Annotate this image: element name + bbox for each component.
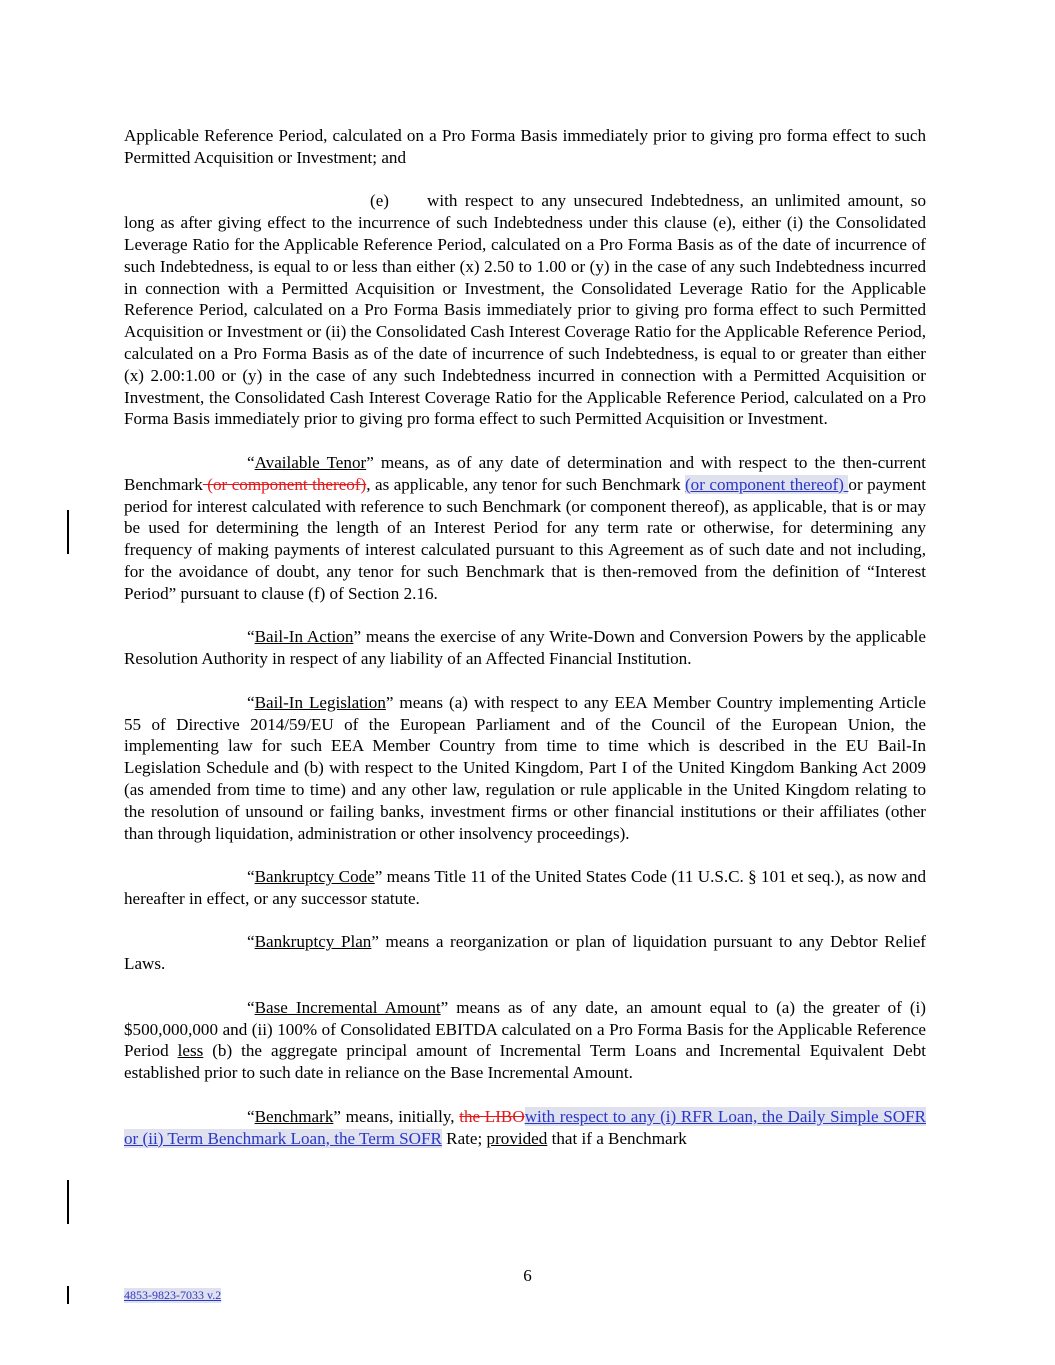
definition-bankruptcy-plan: “Bankruptcy Plan” means a reorganization or plan of liquidation pursuant to any Debtor Relief Laws. [124,932,926,974]
inserted-text: (or component thereof) [684,474,849,494]
definition-available-tenor: “Available Tenor” means, as of any date of determination and with respect to the then-current Benchmark (or component thereof), as applicable, any tenor for such Benchmark (or component thereof) or payment period for interest calculated with reference to such Benchmark (or component thereof), as applicable, that is or may be used for determining the length of an Interest Period for any term rate or otherwise, for determining any frequency of making payments of interest calculated pursuant to this Agreement as of such date and not including, for the avoidance of doubt, any tenor for such Benchmark that is then-removed from the definition of “Interest Period” pursuant to clause (f) of Section 2.16. [124,452,927,603]
defined-term: Available Tenor [254,452,367,472]
clause-number: (e) [370,191,389,211]
paragraph-continuation: Applicable Reference Period, calculated on a Pro Forma Basis immediately prior to giving pro forma effect to such Permitted Acquisition or Investment; and [124,126,926,167]
defined-term: Bankruptcy Code [254,867,375,887]
definition-base-incremental-amount: “Base Incremental Amount” means as of any date, an amount equal to (a) the greater of (i) $500,000,000 and (ii) 100% of Consolidated EBITDA calculated on a Pro Forma Basis for the Applicable Reference Period less (b) the aggregate principal amount of Incremental Term Loans and Incremental Equivalent Debt established prior to such date in reliance on the Base Incremental Amount. [124,997,926,1083]
deleted-text: (or component thereof) [202,474,367,494]
change-bar-footer [67,1286,69,1304]
definition-bail-in-action: “Bail-In Action” means the exercise of any Write-Down and Conversion Powers by the applicable Resolution Authority in respect of any liability of an Affected Financial Institution. [124,627,926,669]
definition-benchmark: “Benchmark” means, initially, the LIBOwith respect to any (i) RFR Loan, the Daily Simple SOFR or (ii) Term Benchmark Loan, the Term SOFR Rate; provided that if a Benchmark [124,1106,926,1148]
inserted-text: with respect to any (i) RFR Loan, the Daily Simple SOFR or (ii) Term Benchmark Loan, the Term SOFR [124,1106,926,1148]
page-number: 6 [523,1266,532,1285]
definition-bail-in-legislation: “Bail-In Legislation” means (a) with respect to any EEA Member Country implementing Article 55 of Directive 2014/59/EU of the European Parliament and of the Council of the European Union, the implementing law for such EEA Member Country from time to time which is described in the EU Bail-In Legislation Schedule and (b) with respect to the United Kingdom, Part I of the United Kingdom Banking Act 2009 (as amended from time to time) and any other law, regulation or rule applicable in the United Kingdom relating to the resolution of unsound or failing banks, investment firms or other financial institutions or their affiliates (other than through liquidation, administration or other insolvency proceedings). [124,692,926,843]
definition-bankruptcy-code: “Bankruptcy Code” means Title 11 of the United States Code (11 U.S.C. § 101 et seq.), as now and hereafter in effect, or any successor statute. [124,867,926,908]
defined-term: Benchmark [254,1106,334,1126]
clause-text: with respect to any unsecured Indebtedness, an unlimited amount, so long as after giving effect to the incurrence of such Indebtedness under this clause (e), either (i) the Consolidated Leverage Ratio for the Applicable Reference Period, calculated on a Pro Forma Basis as of the date of incurrence of such Indebtedness, is equal to or less than either (x) 2.50 to 1.00 or (y) in the case of any such Indebtedness incurred in connection with a Permitted Acquisition or Investment, the Consolidated Leverage Ratio for the Applicable Reference Period, calculated on a Pro Forma Basis immediately prior to giving pro forma effect to such Permitted Acquisition or Investment or (ii) the Consolidated Cash Interest Coverage Ratio for the Applicable Reference Period, calculated on a Pro Forma Basis as of the date of incurrence of such Indebtedness, is equal to or greater than either (x) 2.00:1.00 or (y) in the case of any such Indebtedness incurred in connection with a Permitted Acquisition or Investment, the Consolidated Cash Interest Coverage Ratio for the Applicable Reference Period, calculated on a Pro Forma Basis immediately prior to giving pro forma effect to such Permitted Acquisition or Investment. [124,191,926,429]
defined-term: Bankruptcy Plan [254,932,372,952]
document-page [124,125,926,1171]
change-bar-available-tenor [67,510,69,554]
change-bar-benchmark [67,1180,69,1224]
clause-e [124,190,926,430]
defined-term: Bail-In Action [254,627,354,647]
deleted-text: the LIBO [459,1106,525,1126]
defined-term: Bail-In Legislation [254,692,386,712]
defined-term: Base Incremental Amount [254,997,441,1017]
document-id: 4853-9823-7033 v.2 [124,1288,222,1302]
